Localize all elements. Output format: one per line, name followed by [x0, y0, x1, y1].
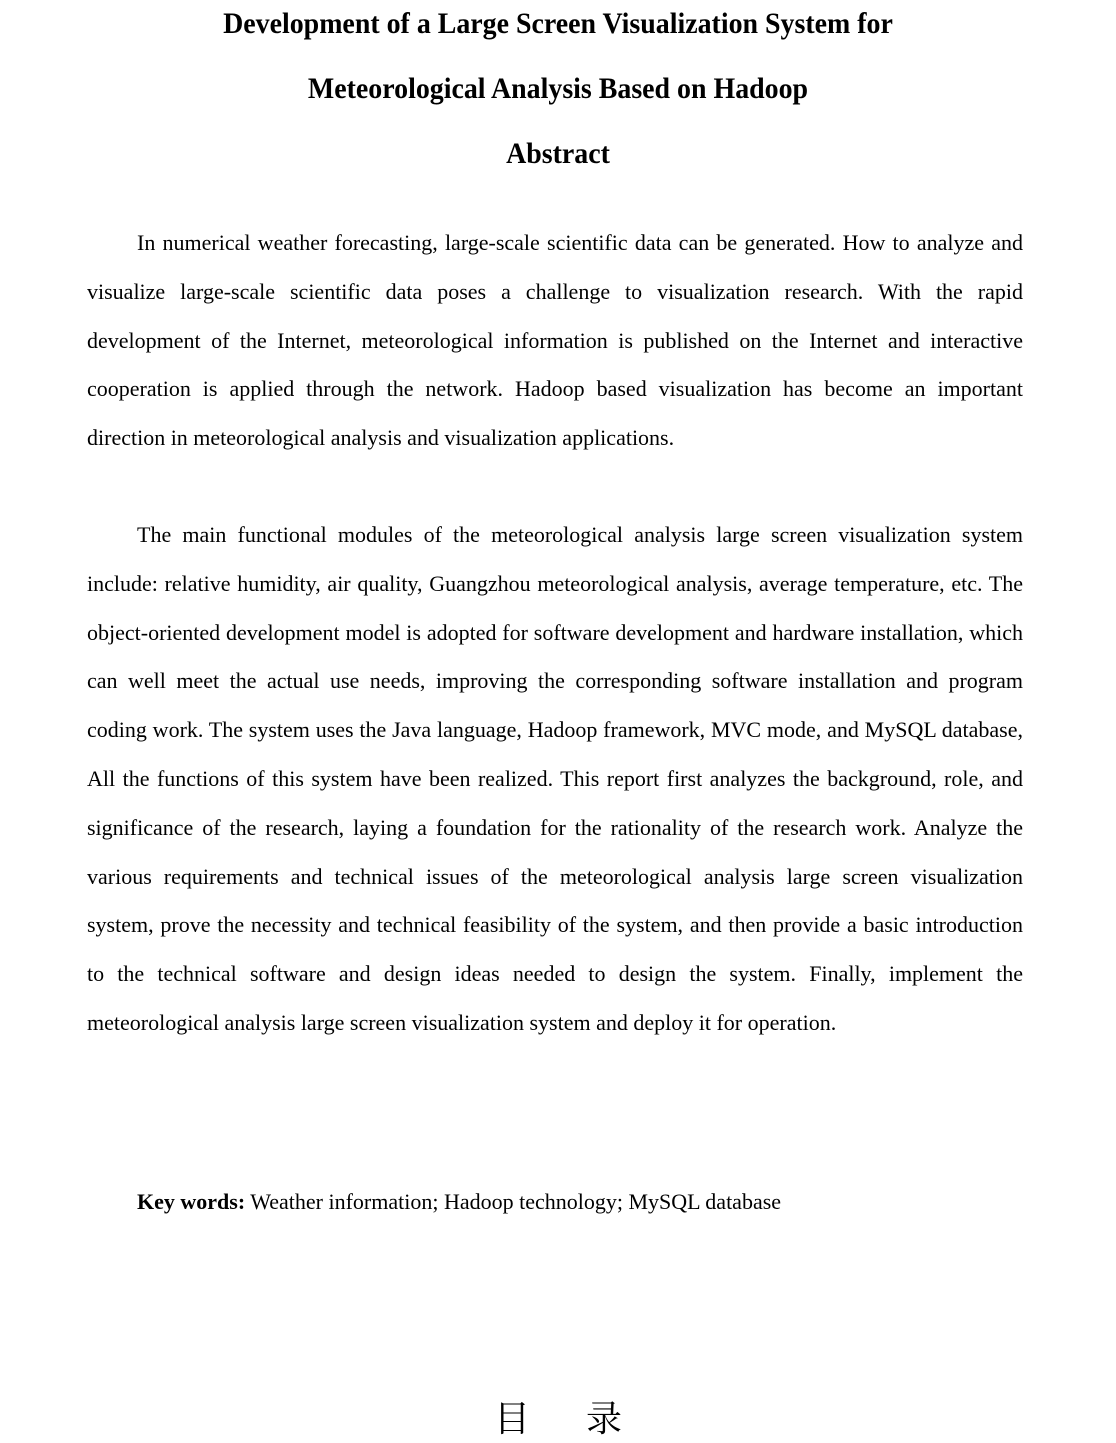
paper-title-line-1: Development of a Large Screen Visualization System for	[223, 7, 893, 40]
abstract-heading: Abstract	[506, 137, 610, 170]
toc-heading-char-1: 目	[493, 1399, 530, 1440]
keywords-value: Weather information; Hadoop technology; MySQL database	[245, 1189, 782, 1214]
keywords-line	[137, 1184, 781, 1220]
paragraph-text: In numerical weather forecasting, large-scale scientific data can be generated. How to analyze and visualize large-scale scientific data poses a challenge to visualization research. With the rapid development of the Internet, meteorological information is published on the Internet and interactive cooperation is applied through the network. Hadoop based visualization has become an important direction in meteorological analysis and visualization applications.	[87, 230, 1023, 451]
paper-title-line-2: Meteorological Analysis Based on Hadoop	[307, 72, 809, 105]
abstract-paragraph-2	[87, 511, 1023, 1048]
paragraph-text: The main functional modules of the meteorological analysis large screen visualization system include: relative humidity, air quality, Guangzhou meteorological analysis, average temperature, etc. The object-oriented development model is adopted for software development and hardware installation, which can well meet the actual use needs, improving the corresponding software installation and program coding work. The system uses the Java language, Hadoop framework, MVC mode, and MySQL database, All the functions of this system have been realized. This report first analyzes the background, role, and significance of the research, laying a foundation for the rationality of the research work. Analyze the various requirements and technical issues of the meteorological analysis large screen visualization system, prove the necessity and technical feasibility of the system, and then provide a basic introduction to the technical software and design ideas needed to design the system. Finally, implement the meteorological analysis large screen visualization system and deploy it for operation.	[87, 522, 1023, 1035]
table-of-contents-heading	[0, 1397, 1116, 1443]
toc-heading-char-2: 录	[586, 1399, 623, 1440]
keywords-label: Key words:	[137, 1189, 246, 1214]
abstract-paragraph-1	[87, 219, 1023, 463]
